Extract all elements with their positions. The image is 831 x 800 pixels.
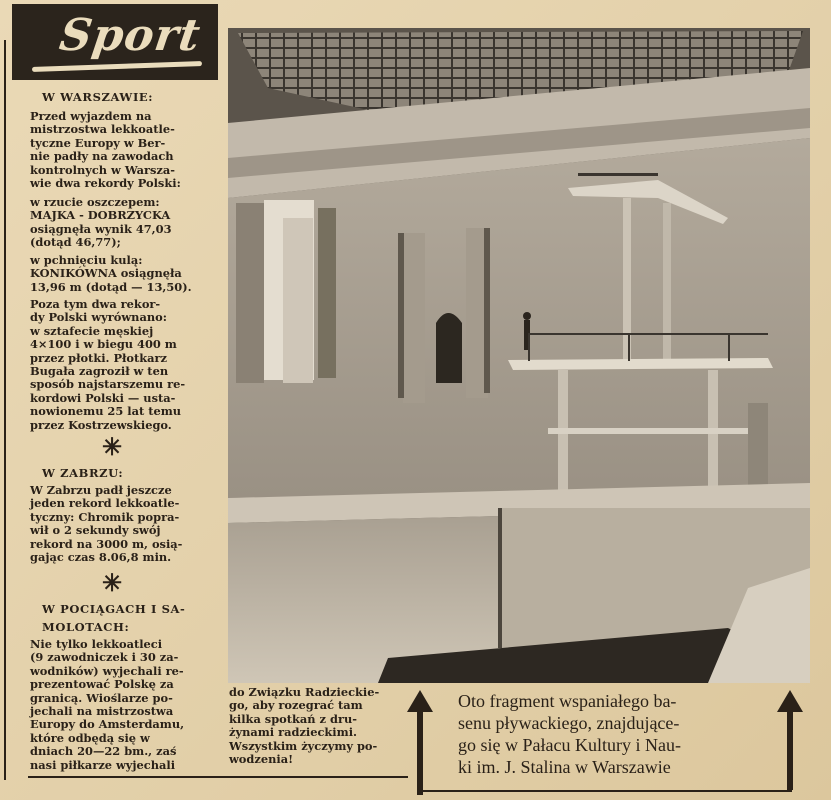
left-arrow-icon bbox=[405, 690, 435, 800]
section-heading-zabrze: W ZABRZU: bbox=[42, 466, 124, 480]
masthead-title: Sport bbox=[56, 10, 204, 61]
pool-photo-illustration bbox=[228, 28, 810, 683]
paragraph-warszawa-1: Przed wyjazdem na mistrzostwa lekkoatle- tyczne Europy w Ber- nie padły na zawodach kontrolnych w Warsza- wie dwa rekordy Polski: bbox=[30, 109, 181, 191]
separator-star-1: ✳ bbox=[102, 432, 123, 461]
section-heading-warszawa: W WARSZAWIE: bbox=[42, 90, 154, 104]
separator-star-2: ✳ bbox=[102, 568, 123, 597]
paragraph-pociagi: Nie tylko lekkoatleci (9 zawodniczek i 30 za- wodników) wyjechali re- prezentować Polskę za granicą. Wioślarze po- jechali na mistrzostwa Europy do Amsterdamu, które odbędą się w dniach 20—22 bm., zaś nasi piłkarze wyjechali bbox=[30, 637, 185, 772]
paragraph-warszawa-4: Poza tym dwa rekor- dy Polski wyrównano: w sztafecie męskiej 4×100 i w biegu 400 m przez płotki. Płotkarz Bugała zagroził w ten sposób najstarszemu re- kordowi Polski — usta- nowionemu 25 lat temu przez Kostrzewskiego. bbox=[30, 297, 186, 432]
section-heading-pociagi: W POCIĄGACH I SA- MOLOTACH: bbox=[42, 602, 186, 634]
paragraph-zabrze: W Zabrzu padł jeszcze jeden rekord lekkoatle- tyczny: Chromik popra- wił o 2 sekundy swój rekord na 3000 m, osią- gając czas 8.06,8 min. bbox=[30, 483, 183, 565]
right-arrow-icon bbox=[775, 690, 805, 800]
paragraph-warszawa-2: w rzucie oszczepem: MAJKA - DOBRZYCKA osiągnęła wynik 47,03 (dotąd 46,77); bbox=[30, 195, 172, 250]
photo-caption: Oto fragment wspaniałego ba- senu pływackiego, znajdujące- go się w Pałacu Kultury i Nau- ki im. J. Stalina w Warszawie bbox=[458, 691, 681, 777]
masthead-underline bbox=[32, 61, 202, 72]
column-bottom-rule bbox=[28, 776, 408, 778]
caption-bottom-rule bbox=[420, 790, 792, 792]
sport-masthead bbox=[12, 4, 218, 80]
paragraph-warszawa-3: w pchnięciu kulą: KONIKÓWNA osiągnęła 13,96 m (dotąd — 13,50). bbox=[30, 253, 192, 294]
left-column-rule bbox=[4, 40, 6, 780]
continuation-text: do Związku Radzieckie- go, aby rozegrać tam kilka spotkań z dru- żynami radzieckimi. Wszystkim życzymy po- wodzenia! bbox=[229, 685, 380, 767]
swimming-pool-photo bbox=[228, 28, 810, 683]
